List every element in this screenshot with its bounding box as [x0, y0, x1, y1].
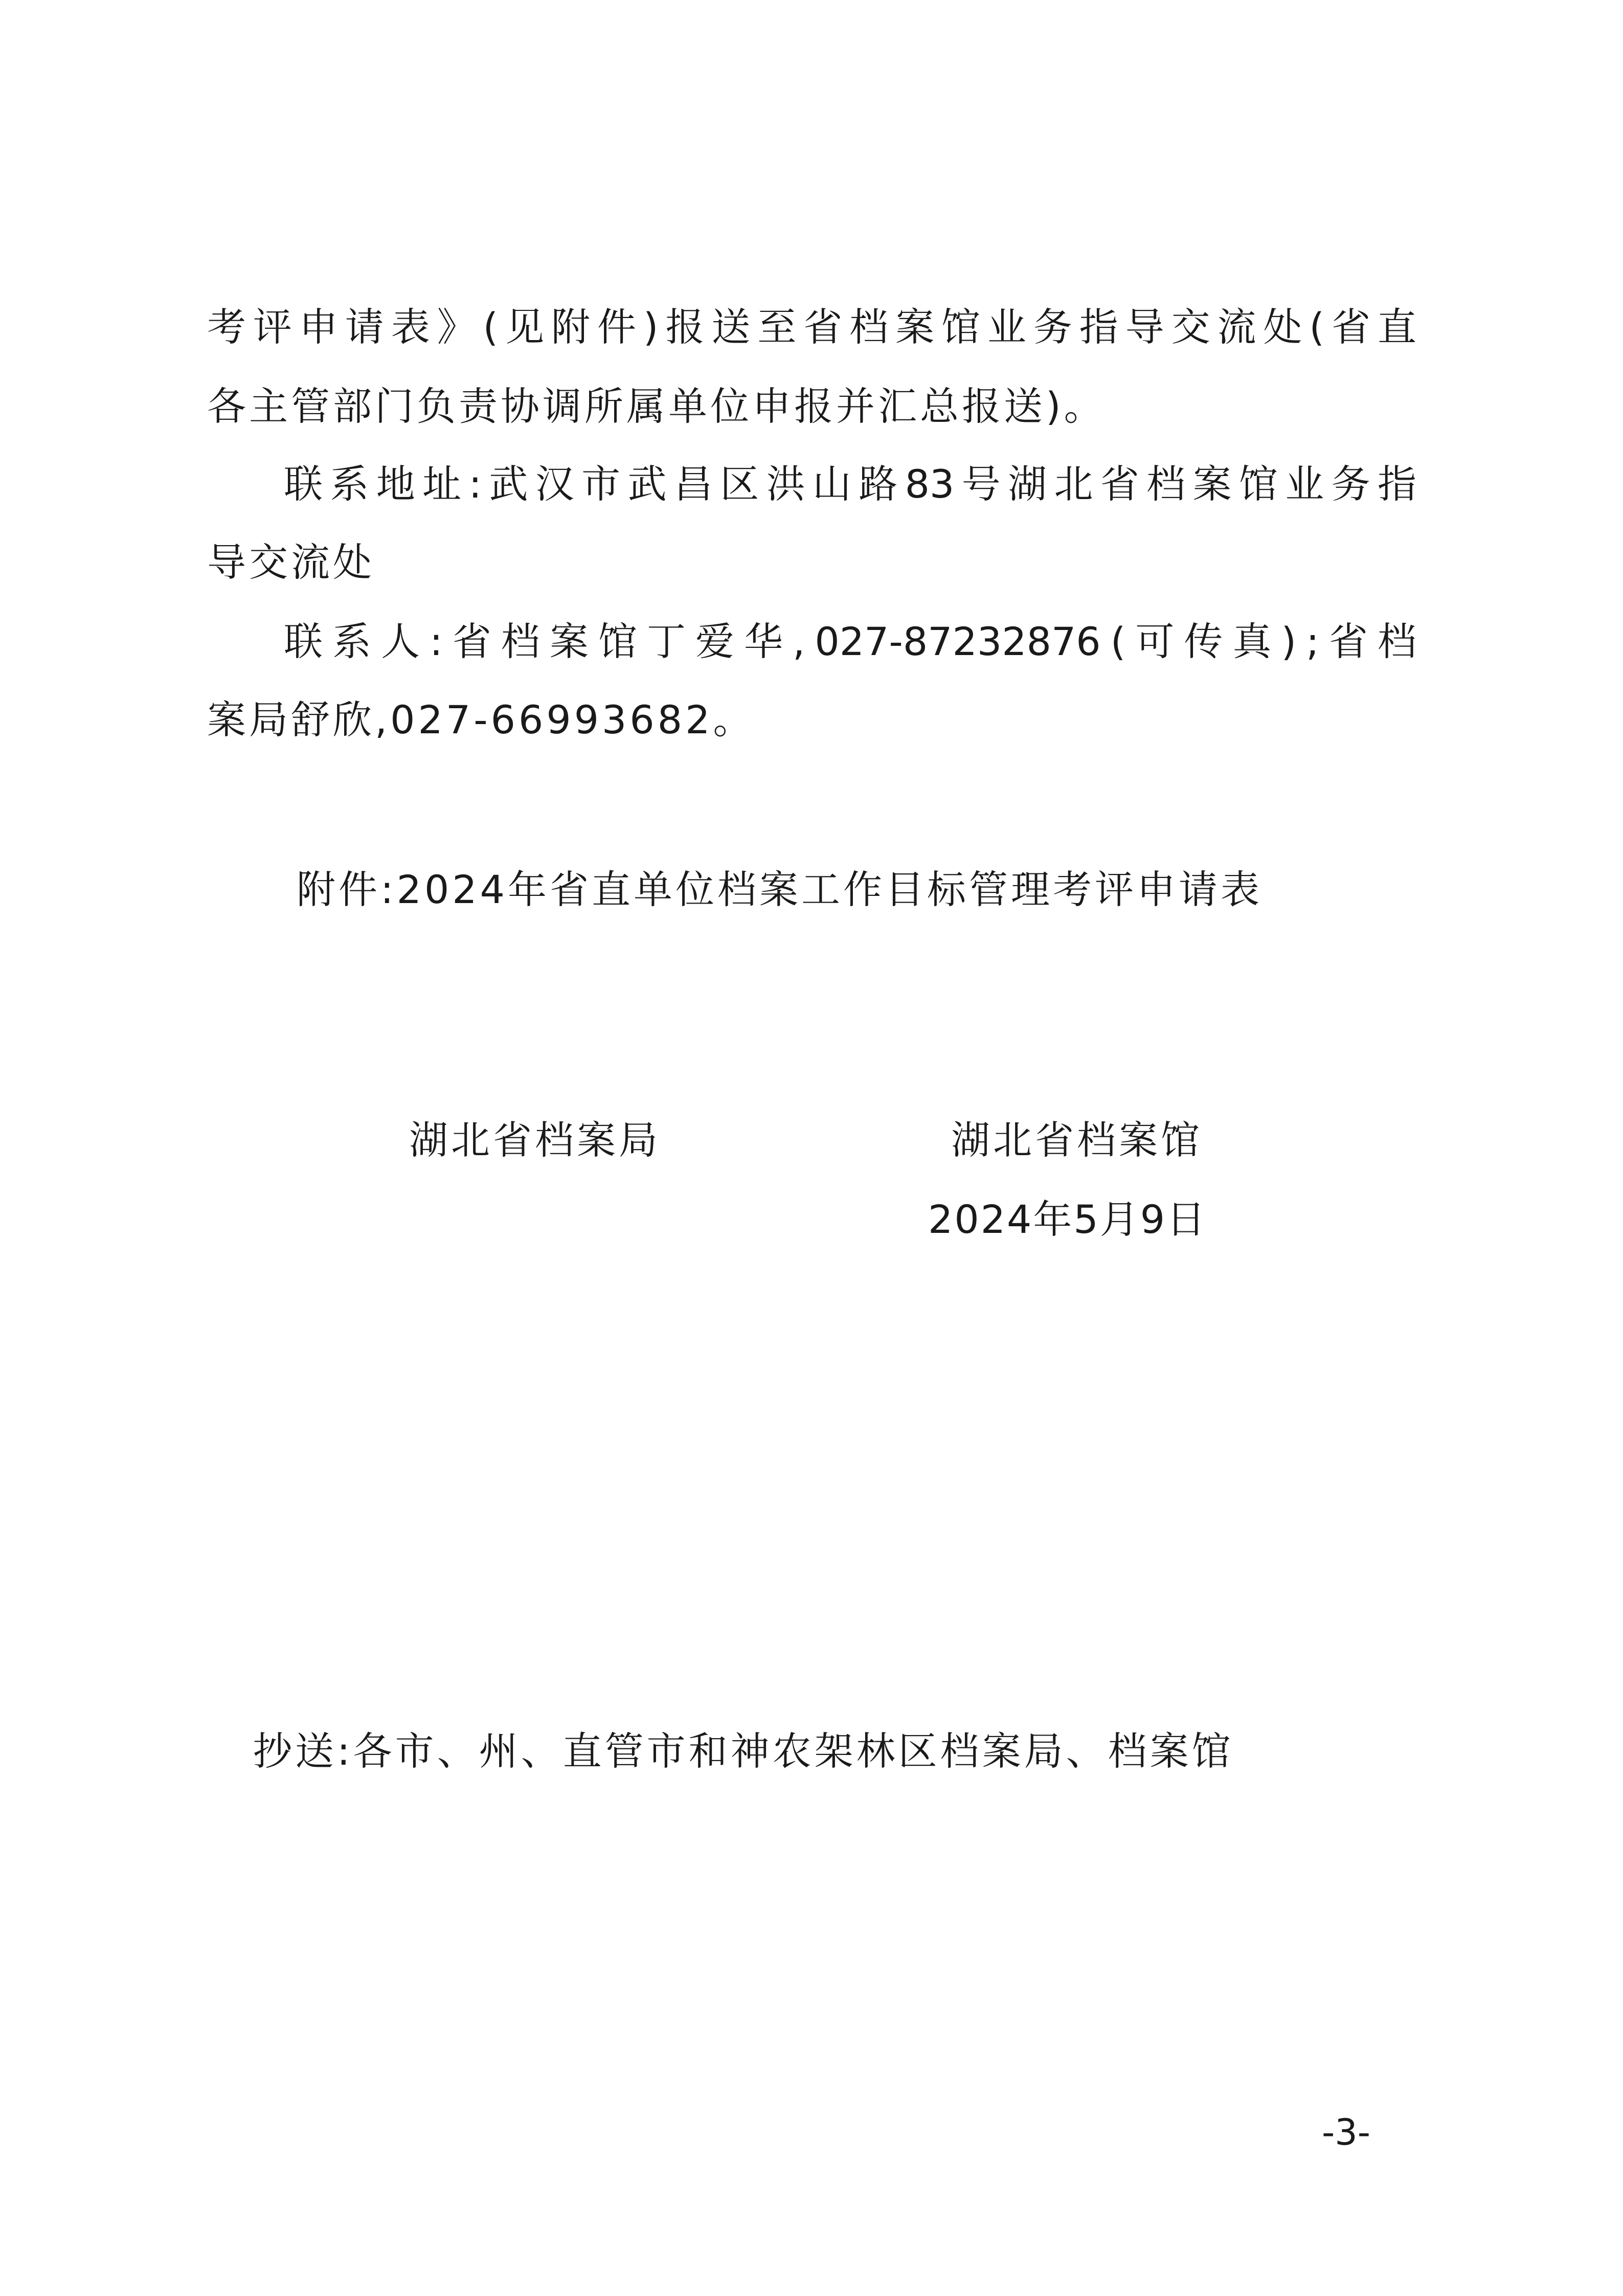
attachment-line: 附件:2024年省直单位档案工作目标管理考评申请表: [297, 867, 1263, 912]
body-para1-line2: 各主管部门负责协调所属单位申报并汇总报送)。: [207, 384, 1106, 429]
issuer-right: 湖北省档案馆: [951, 1117, 1203, 1163]
cc-line: 抄送:各市、州、直管市和神农架林区档案局、档案馆: [253, 1728, 1234, 1774]
body-address-line1: 联 系 地 址 : 武 汉 市 武 昌 区 洪 山 路 83 号 湖 北 省 档 案 馆 业 务 指: [284, 461, 1416, 507]
body-para1-line1: 考 评 申 请 表 》 ( 见 附 件 ) 报 送 至 省 档 案 馆 业 务 指 导 交 流 处 ( 省 直: [207, 304, 1416, 350]
body-contact-line2: 案局舒欣,027-66993682。: [207, 697, 755, 742]
page-number: -3-: [1322, 2111, 1371, 2153]
body-contact-line1: 联 系 人 : 省 档 案 馆 丁 爱 华 , 027-87232876 ( 可 传 真 ) ; 省 档: [284, 619, 1416, 664]
issue-date: 2024年5月9日: [928, 1197, 1207, 1242]
body-address-line2: 导交流处: [207, 539, 375, 585]
issuer-left: 湖北省档案局: [409, 1117, 661, 1163]
